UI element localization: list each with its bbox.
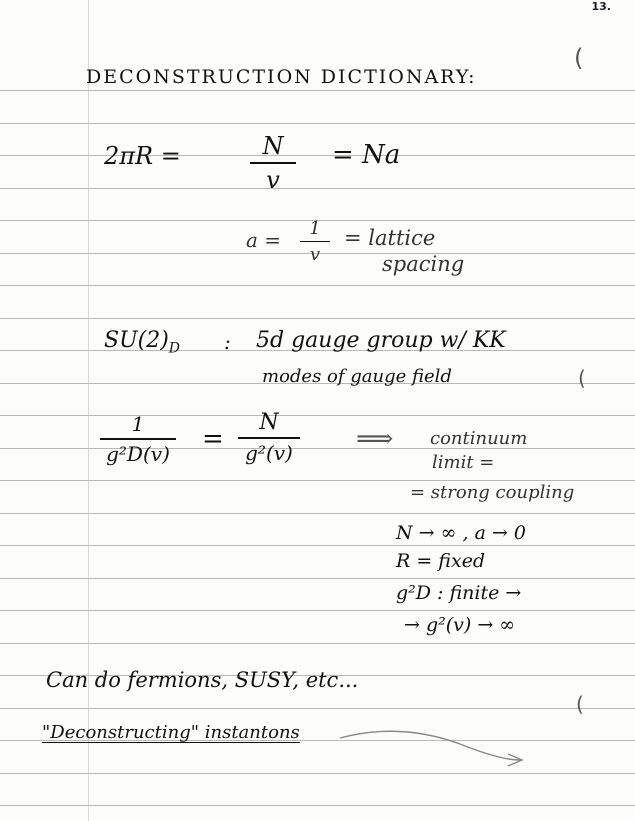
eq1-denominator: v	[266, 166, 280, 194]
eq1-numerator: N	[262, 132, 284, 160]
limit-item: N → ∞ , a → 0	[396, 522, 526, 544]
eq4-note-line2: limit =	[432, 452, 495, 473]
limit-item: g²D : finite →	[396, 582, 522, 604]
binder-hole-mark: (	[574, 44, 584, 72]
eq4-lhs-denominator: g²D(v)	[106, 442, 170, 466]
eq2-denominator: v	[309, 244, 321, 265]
limit-item: R = fixed	[396, 550, 486, 572]
eq4-note-line1: continuum	[430, 428, 528, 449]
binder-hole-mark: (	[576, 692, 584, 716]
eq4-rhs-numerator: N	[259, 410, 279, 435]
implies-arrow-icon: ⟹	[356, 424, 394, 454]
eq3-text-line1: 5d gauge group w/ KK	[256, 328, 506, 353]
eq2-rhs-line1: = lattice	[344, 226, 436, 250]
eq2-lhs: a =	[246, 228, 282, 252]
curved-arrow-icon	[340, 731, 520, 760]
binder-hole-mark: (	[578, 366, 586, 390]
eq4-lhs-numerator: 1	[131, 412, 145, 436]
limit-item: → g²(v) → ∞	[404, 614, 516, 636]
note-fermions: Can do fermions, SUSY, etc...	[46, 668, 359, 692]
eq1-lhs: 2πR =	[104, 142, 181, 170]
eq3-text-line2: modes of gauge field	[262, 366, 452, 387]
eq4-note-line3: = strong coupling	[410, 482, 575, 503]
eq3-separator: :	[224, 330, 231, 354]
page-number: 13.	[591, 0, 611, 13]
eq4-rhs-denominator: g²(v)	[245, 441, 293, 465]
eq2-numerator: 1	[309, 218, 321, 239]
eq4-equals: =	[202, 424, 224, 454]
eq3-subscript: D	[168, 340, 181, 357]
page-title: DECONSTRUCTION DICTIONARY:	[86, 66, 477, 88]
eq3-group: SU(2)	[104, 328, 169, 353]
eq2-rhs-line2: spacing	[382, 252, 465, 276]
eq1-rhs: = Na	[332, 140, 401, 170]
note-instantons: "Deconstructing" instantons	[42, 722, 300, 743]
